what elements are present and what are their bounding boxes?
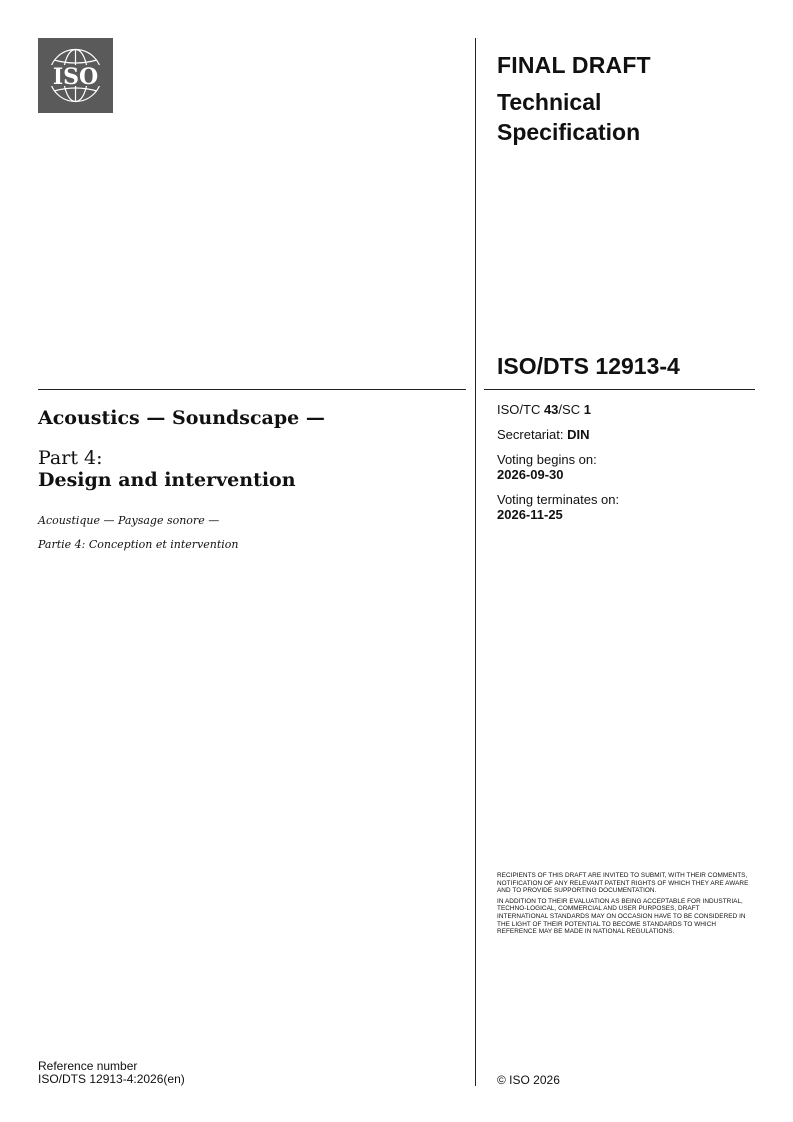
main-title: Acoustics — Soundscape — xyxy=(38,407,325,429)
globe-icon xyxy=(38,38,113,113)
draft-notice xyxy=(497,872,752,939)
part-title: Design and intervention xyxy=(38,469,296,491)
left-rule xyxy=(38,389,466,390)
draft-label: FINAL DRAFT xyxy=(497,52,651,78)
document-id: ISO/DTS 12913-4 xyxy=(497,353,680,379)
copyright: © ISO 2026 xyxy=(497,1073,560,1087)
right-rule xyxy=(484,389,755,390)
notice-paragraph: IN ADDITION TO THEIR EVALUATION AS BEING ACCEPTABLE FOR INDUSTRIAL, TECHNO-LOGICAL, COMMERCIAL AND USER PURPOSES, DRAFT INTERNATIONAL STANDARDS MAY ON OCCASION HAVE TO BE CONSIDERED IN THE LIGHT OF THEIR POTENTIAL TO BECOME STANDARDS TO WHICH REFERENCE MAY BE MADE IN NATIONAL REGULATIONS. xyxy=(497,897,746,936)
iso-logo xyxy=(38,38,113,113)
part-label: Part 4: xyxy=(38,447,103,469)
secretariat-line: Secretariat: DIN xyxy=(497,427,590,442)
voting-terminates: Voting terminates on: 2026-11-25 xyxy=(497,492,620,522)
document-metadata xyxy=(497,402,747,532)
document-type: Technical Specification xyxy=(497,89,641,145)
svg-text:ISO: ISO xyxy=(52,64,99,90)
notice-paragraph: RECIPIENTS OF THIS DRAFT ARE INVITED TO SUBMIT, WITH THEIR COMMENTS, NOTIFICATION OF ANY RELEVANT PATENT RIGHTS OF WHICH THEY ARE AWARE AND TO PROVIDE SUPPORTING DOCUMENTATION. xyxy=(497,872,749,895)
reference-number: Reference number ISO/DTS 12913-4:2026(en) xyxy=(38,1059,185,1086)
column-divider xyxy=(475,38,476,1086)
committee-line: ISO/TC 43/SC 1 xyxy=(497,402,591,417)
french-part-title: Partie 4: Conception et intervention xyxy=(38,538,239,551)
french-title: Acoustique — Paysage sonore — xyxy=(38,514,220,527)
voting-begins: Voting begins on: 2026-09-30 xyxy=(497,452,597,482)
